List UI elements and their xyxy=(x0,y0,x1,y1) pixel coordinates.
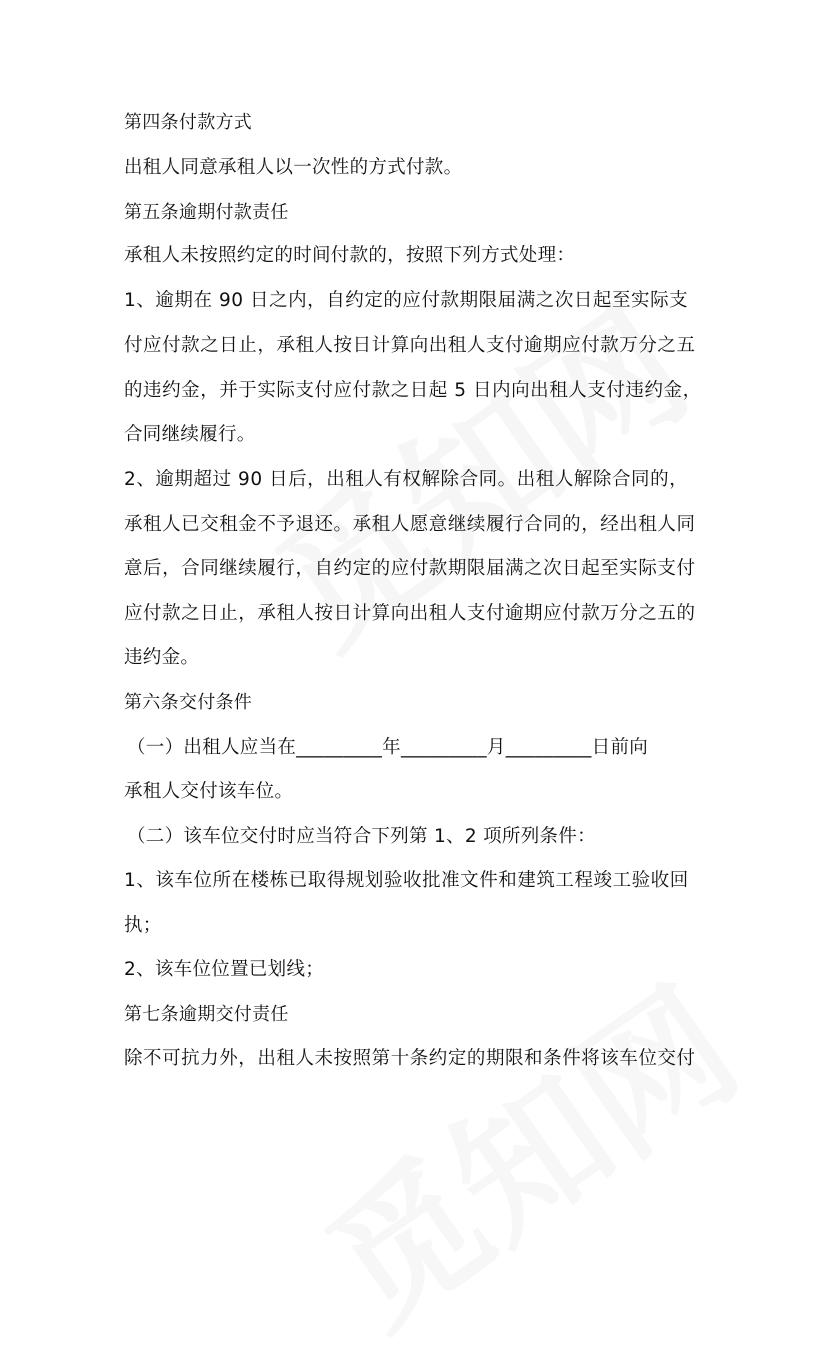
paragraph-line: 2、该车位位置已划线； xyxy=(124,959,325,980)
section-heading-4: 第四条付款方式 xyxy=(124,112,253,133)
paragraph-line: 合同继续履行。 xyxy=(124,424,256,445)
paragraph-line: 承租人交付该车位。 xyxy=(124,781,294,802)
paragraph-line: 2、逾期超过 90 日后，出租人有权解除合同。出租人解除合同的， xyxy=(124,469,689,490)
paragraph-line: 付应付款之日止，承租人按日计算向出租人支付逾期应付款万分之五 xyxy=(124,335,696,356)
section-heading-7: 第七条逾期交付责任 xyxy=(124,1004,289,1025)
paragraph-line: 除不可抗力外，出租人未按照第十条约定的期限和条件将该车位交付 xyxy=(124,1048,696,1069)
paragraph-line: 违约金。 xyxy=(124,647,200,668)
paragraph-line: 承租人已交租金不予退还。承租人愿意继续履行合同的，经出租人同 xyxy=(124,514,696,535)
paragraph-line: （二）该车位交付时应当符合下列第 1、2 项所列条件： xyxy=(127,826,596,847)
paragraph-line: 应付款之日止，承租人按日计算向出租人支付逾期应付款万分之五的 xyxy=(124,603,696,624)
paragraph-line: 1、逾期在 90 日之内，自约定的应付款期限届满之次日起至实际支 xyxy=(124,290,689,311)
watermark xyxy=(279,930,772,1365)
paragraph-line: 出租人同意承租人以一次性的方式付款。 xyxy=(124,157,463,178)
paragraph-line: 的违约金，并于实际支付应付款之日起 5 日内向出租人支付违约金， xyxy=(124,380,702,401)
paragraph-line: 1、该车位所在楼栋已取得规划验收批准文件和建筑工程竣工验收回 xyxy=(124,870,689,891)
paragraph-line: （一）出租人应当在_________年_________月_________日前向 xyxy=(127,737,649,758)
paragraph-line: 承租人未按照约定的时间付款的，按照下列方式处理： xyxy=(124,245,576,266)
paragraph-line: 执； xyxy=(124,915,162,936)
section-heading-6: 第六条交付条件 xyxy=(124,692,253,713)
paragraph-line: 意后，合同继续履行，自约定的应付款期限届满之次日起至实际支付 xyxy=(124,558,696,579)
section-heading-5: 第五条逾期付款责任 xyxy=(124,202,289,223)
